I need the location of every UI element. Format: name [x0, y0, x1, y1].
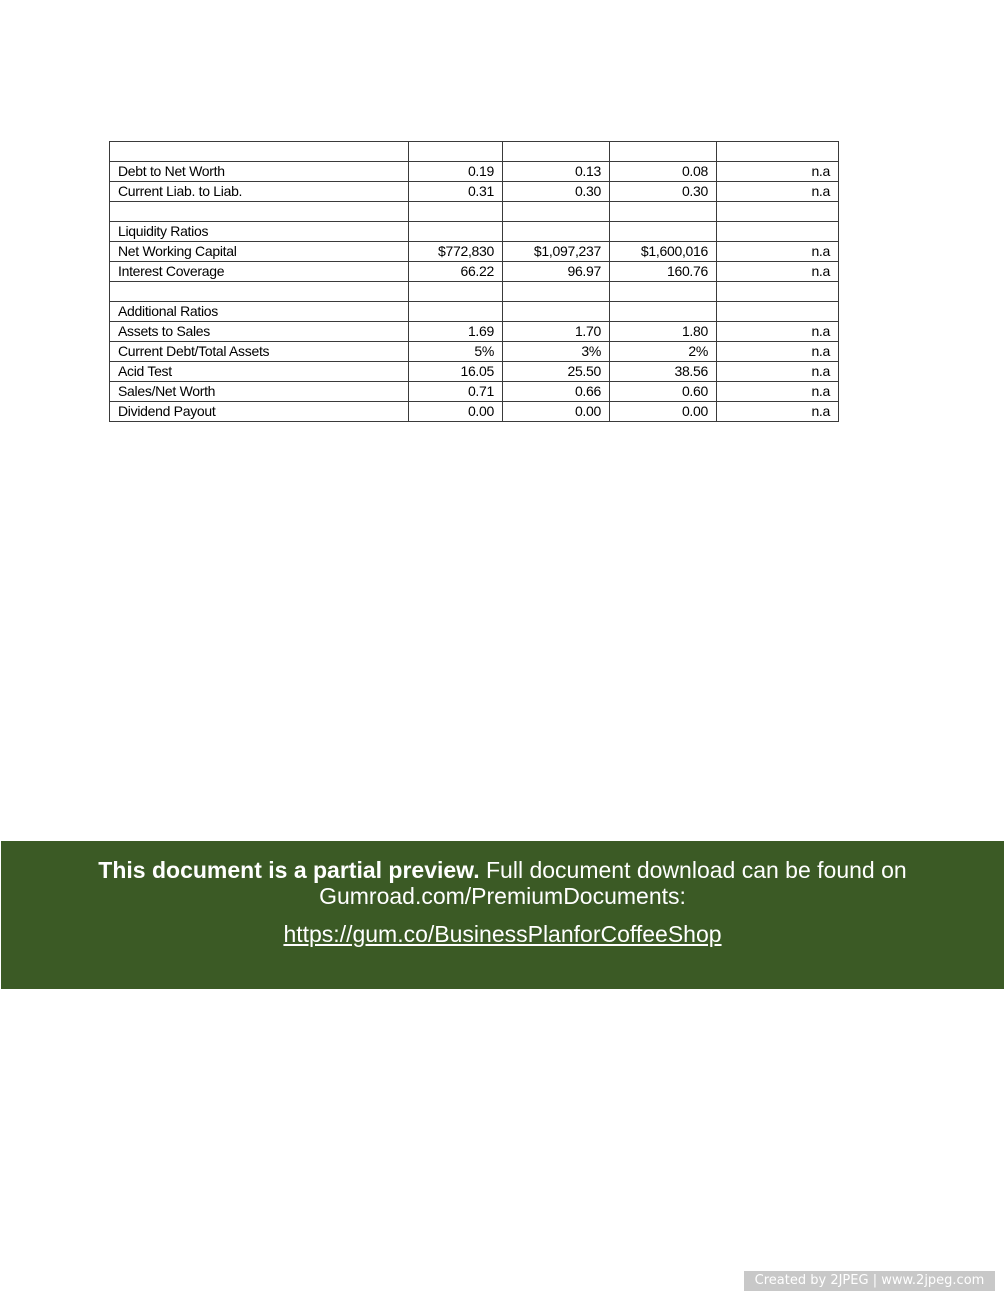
- value-cell: 0.00: [610, 402, 717, 422]
- value-cell: 0.60: [610, 382, 717, 402]
- value-cell: n.a: [717, 382, 839, 402]
- value-cell: [503, 282, 610, 302]
- value-cell: [610, 202, 717, 222]
- value-cell: 0.13: [503, 162, 610, 182]
- banner-bold-text: This document is a partial preview.: [98, 857, 480, 883]
- value-cell: [503, 302, 610, 322]
- value-cell: [503, 202, 610, 222]
- value-cell: n.a: [717, 402, 839, 422]
- table-row: [110, 362, 839, 382]
- value-cell: [717, 282, 839, 302]
- value-cell: n.a: [717, 182, 839, 202]
- row-label: Interest Coverage: [110, 262, 409, 282]
- value-cell: 0.00: [503, 402, 610, 422]
- value-cell: [409, 302, 503, 322]
- partial-preview-banner: [1, 841, 1004, 989]
- value-cell: 0.08: [610, 162, 717, 182]
- value-cell: [503, 142, 610, 162]
- banner-link-container: [1, 920, 1004, 948]
- row-label: Dividend Payout: [110, 402, 409, 422]
- value-cell: [503, 222, 610, 242]
- value-cell: [717, 142, 839, 162]
- value-cell: 38.56: [610, 362, 717, 382]
- table-row: [110, 342, 839, 362]
- value-cell: [409, 202, 503, 222]
- banner-text-line2: Gumroad.com/PremiumDocuments:: [319, 883, 686, 909]
- table-row: [110, 262, 839, 282]
- value-cell: 160.76: [610, 262, 717, 282]
- financial-ratios-table: [109, 141, 839, 422]
- value-cell: 96.97: [503, 262, 610, 282]
- value-cell: [409, 282, 503, 302]
- value-cell: 1.69: [409, 322, 503, 342]
- value-cell: 2%: [610, 342, 717, 362]
- value-cell: 0.71: [409, 382, 503, 402]
- value-cell: n.a: [717, 242, 839, 262]
- table-row: [110, 282, 839, 302]
- table-row: [110, 242, 839, 262]
- value-cell: $1,097,237: [503, 242, 610, 262]
- value-cell: 0.31: [409, 182, 503, 202]
- value-cell: 0.00: [409, 402, 503, 422]
- value-cell: [409, 222, 503, 242]
- section-heading: Additional Ratios: [110, 302, 409, 322]
- value-cell: n.a: [717, 342, 839, 362]
- row-label: Assets to Sales: [110, 322, 409, 342]
- table-row: [110, 182, 839, 202]
- table-row: [110, 142, 839, 162]
- row-label: Acid Test: [110, 362, 409, 382]
- value-cell: 1.80: [610, 322, 717, 342]
- table-row: [110, 402, 839, 422]
- row-label: [110, 202, 409, 222]
- value-cell: $772,830: [409, 242, 503, 262]
- section-heading: Liquidity Ratios: [110, 222, 409, 242]
- value-cell: 3%: [503, 342, 610, 362]
- value-cell: 0.30: [503, 182, 610, 202]
- row-label: [110, 142, 409, 162]
- value-cell: [717, 202, 839, 222]
- value-cell: [610, 222, 717, 242]
- table-row: [110, 322, 839, 342]
- table-row: [110, 202, 839, 222]
- row-label: Debt to Net Worth: [110, 162, 409, 182]
- value-cell: 0.66: [503, 382, 610, 402]
- value-cell: 1.70: [503, 322, 610, 342]
- value-cell: [610, 302, 717, 322]
- banner-text-line1: Full document download can be found on: [486, 857, 907, 883]
- value-cell: n.a: [717, 162, 839, 182]
- value-cell: 25.50: [503, 362, 610, 382]
- value-cell: [717, 222, 839, 242]
- row-label: Net Working Capital: [110, 242, 409, 262]
- row-label: Current Liab. to Liab.: [110, 182, 409, 202]
- value-cell: n.a: [717, 262, 839, 282]
- value-cell: n.a: [717, 322, 839, 342]
- banner-message: [1, 857, 1004, 909]
- ratios-table-body: [110, 142, 839, 422]
- value-cell: n.a: [717, 362, 839, 382]
- value-cell: 0.30: [610, 182, 717, 202]
- table-row: [110, 162, 839, 182]
- value-cell: [610, 142, 717, 162]
- row-label: Current Debt/Total Assets: [110, 342, 409, 362]
- table-row: [110, 382, 839, 402]
- value-cell: 0.19: [409, 162, 503, 182]
- value-cell: [610, 282, 717, 302]
- row-label: [110, 282, 409, 302]
- value-cell: [717, 302, 839, 322]
- value-cell: 16.05: [409, 362, 503, 382]
- row-label: Sales/Net Worth: [110, 382, 409, 402]
- value-cell: $1,600,016: [610, 242, 717, 262]
- watermark-badge: Created by 2JPEG | www.2jpeg.com: [744, 1271, 995, 1291]
- value-cell: 66.22: [409, 262, 503, 282]
- value-cell: [409, 142, 503, 162]
- download-link[interactable]: https://gum.co/BusinessPlanforCoffeeShop: [283, 921, 722, 947]
- table-row: [110, 222, 839, 242]
- table-row: [110, 302, 839, 322]
- value-cell: 5%: [409, 342, 503, 362]
